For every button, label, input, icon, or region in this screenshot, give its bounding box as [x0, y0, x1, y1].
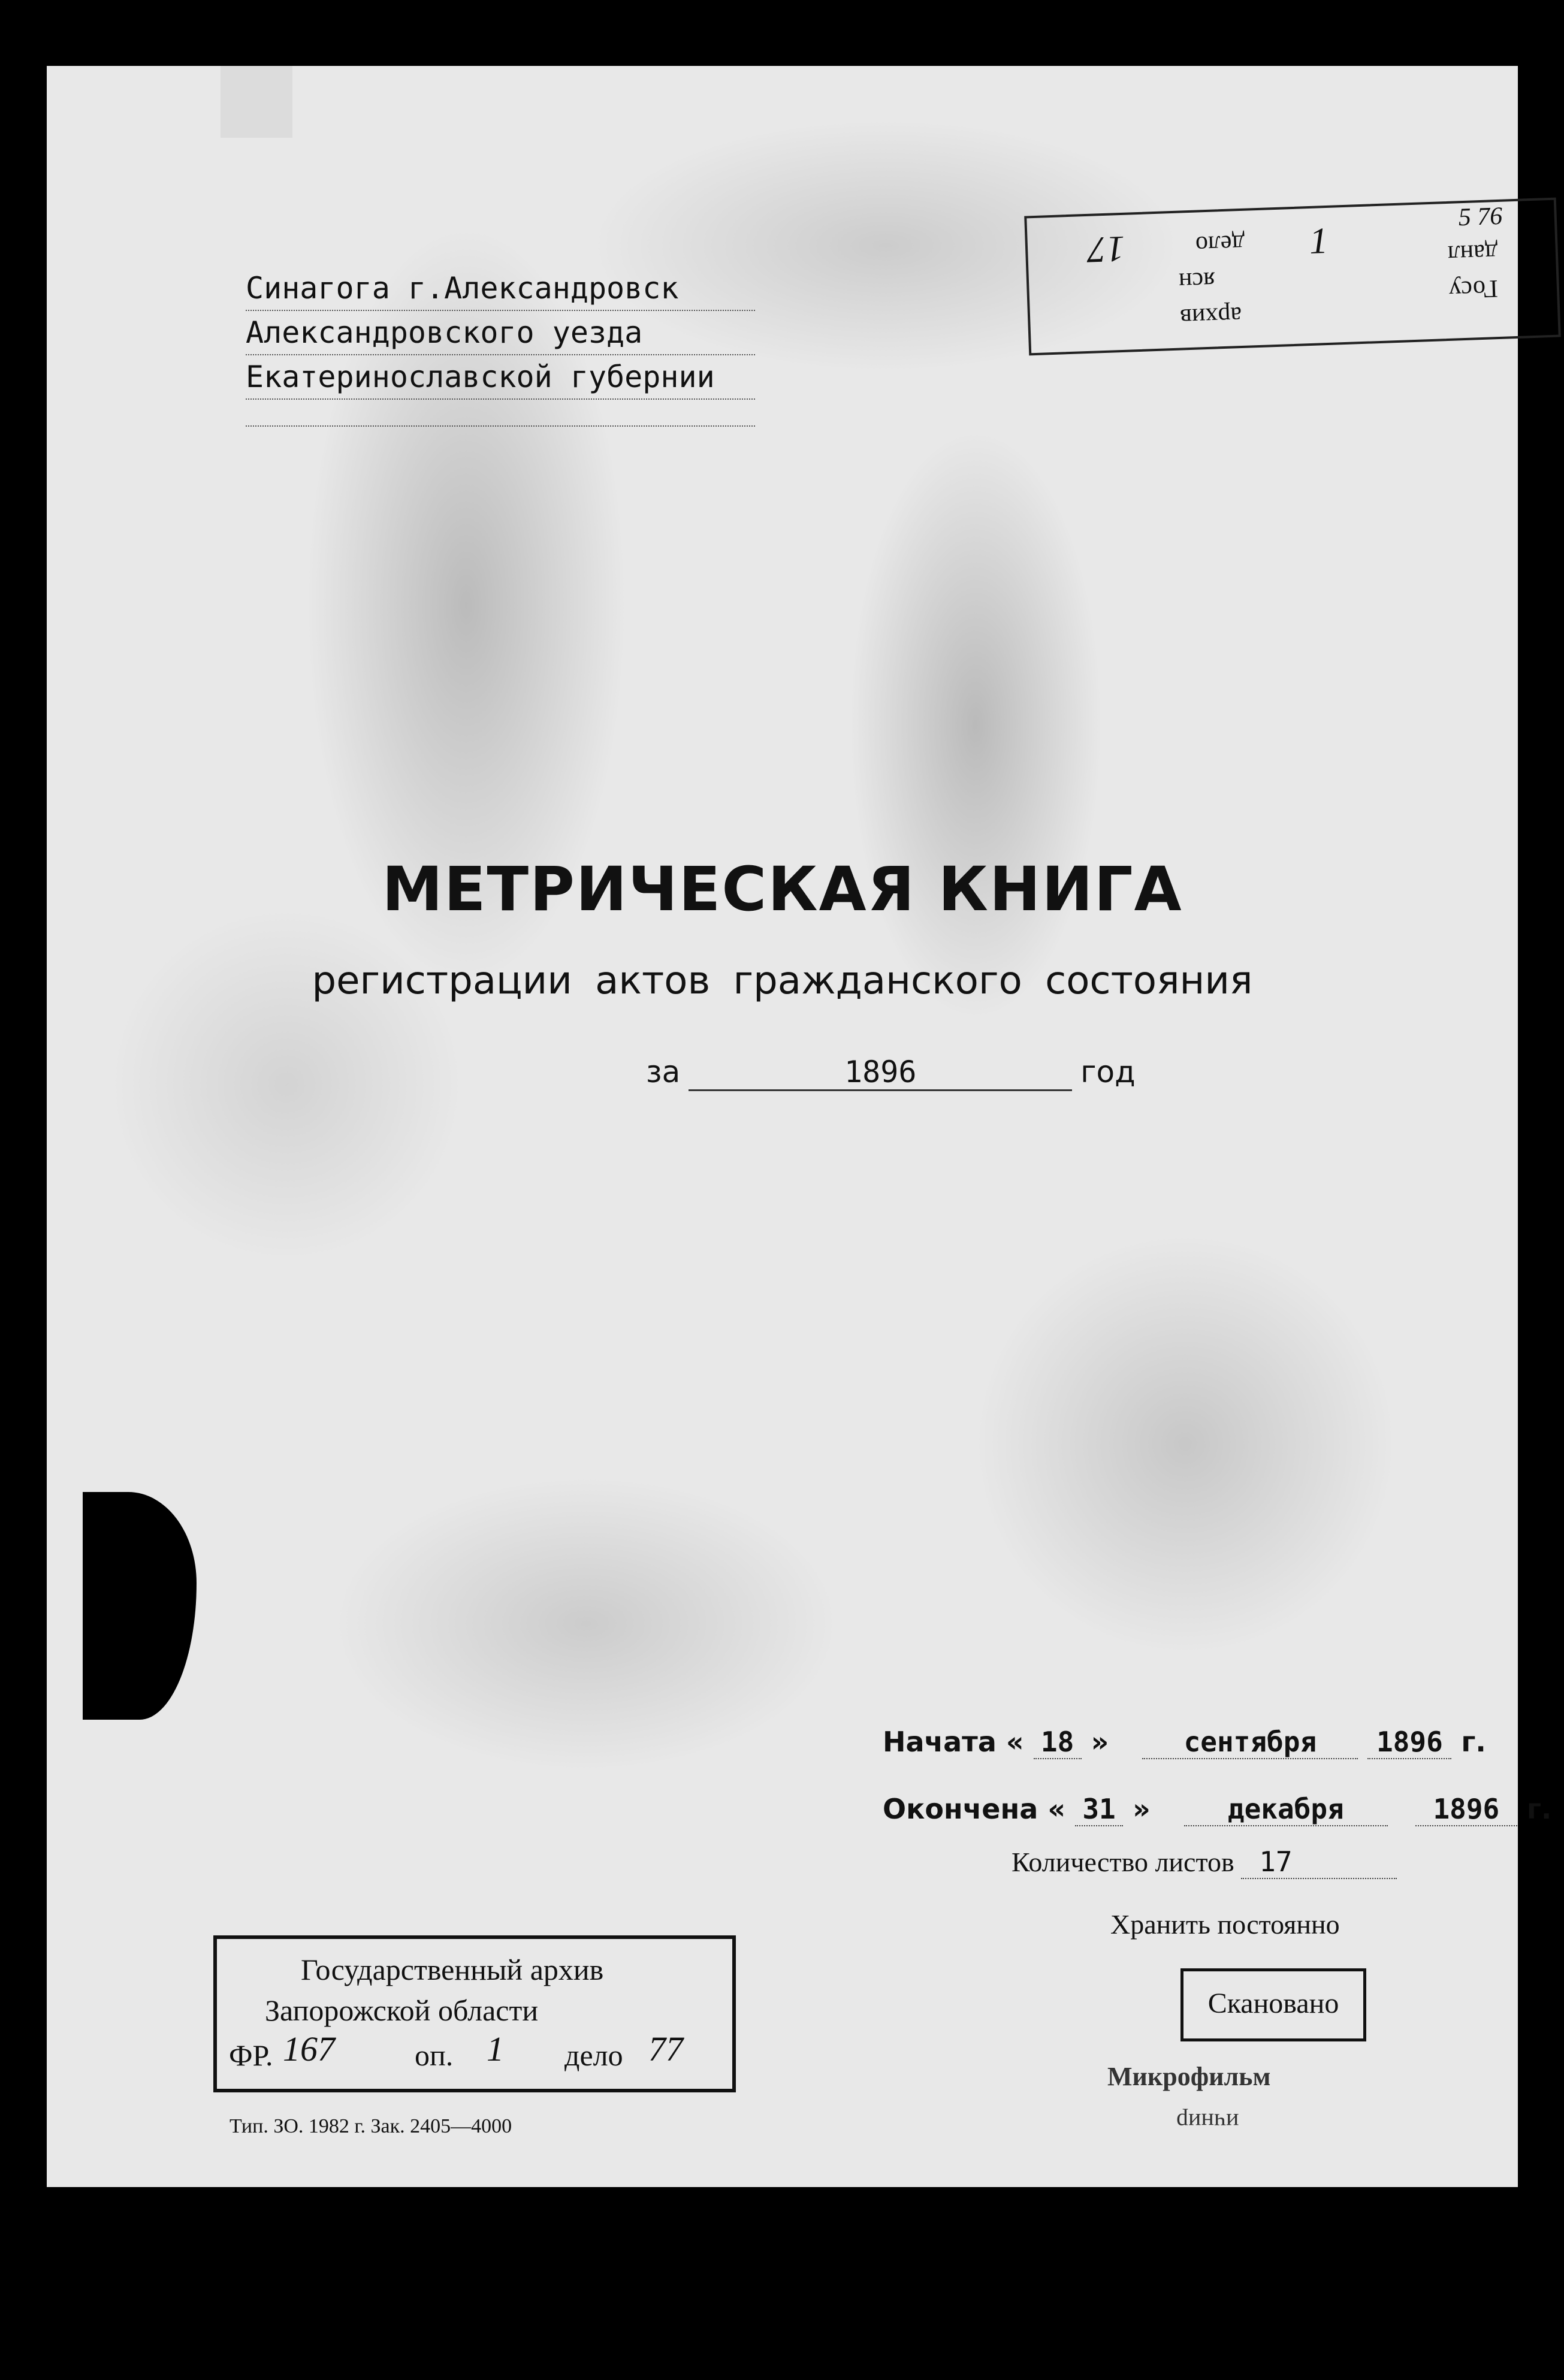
top-stamp-side3: 5 76 — [1457, 202, 1503, 232]
top-stamp-line1: архив — [1179, 301, 1242, 331]
microfilm-stamp-line2: ичнир — [1176, 2109, 1239, 2136]
start-quote-close: » — [1091, 1726, 1109, 1758]
top-stamp-sheet-mark: 1 — [1308, 220, 1329, 262]
end-label: Окончена « — [883, 1793, 1066, 1825]
header-blank-line — [246, 425, 755, 427]
corner-tab — [221, 66, 292, 138]
retention-note: Хранить постоянно — [1110, 1909, 1340, 1940]
end-year: 1896 — [1415, 1793, 1517, 1826]
header-line-1: Синагога г.Александровск — [246, 267, 755, 311]
start-label: Начата « — [883, 1726, 1024, 1758]
archive-opis-label: оп. — [415, 2038, 454, 2072]
start-date-row — [883, 1726, 1551, 1793]
top-stamp-side2: данл — [1447, 238, 1499, 268]
torn-edge — [83, 1492, 197, 1720]
sheet-count-label: Количество листов — [1012, 1847, 1234, 1877]
year-suffix: год — [1080, 1055, 1136, 1089]
institution-header — [246, 267, 755, 400]
top-stamp-side1: Госу — [1448, 274, 1499, 304]
archive-stamp-line1: Государственный архив — [301, 1953, 604, 1986]
start-month: сентября — [1142, 1726, 1358, 1759]
printer-note: Тип. ЗО. 1982 г. Зак. 2405—4000 — [230, 2115, 512, 2137]
archive-fund-value: 167 — [283, 2029, 335, 2068]
sheet-count-value: 17 — [1241, 1846, 1397, 1879]
header-line-3: Екатеринославской губернии — [246, 355, 755, 400]
start-suffix: г. — [1461, 1726, 1486, 1758]
end-day: 31 — [1075, 1793, 1123, 1826]
archive-fund-label: ФР. — [229, 2038, 273, 2072]
archive-opis-value: 1 — [487, 2029, 504, 2068]
start-year: 1896 — [1367, 1726, 1451, 1759]
end-quote-close: » — [1133, 1793, 1151, 1825]
top-archive-stamp — [1024, 198, 1561, 356]
year-value: 1896 — [689, 1055, 1072, 1091]
scanned-stamp: Сканованo — [1180, 1968, 1366, 2041]
document-subtitle: регистрации актов гражданского состояния — [312, 959, 1253, 1003]
archive-stamp-line2: Запорожской области — [265, 1994, 539, 2027]
state-archive-stamp — [213, 1935, 736, 2092]
archive-delo-label: дело — [564, 2038, 623, 2072]
end-suffix: г. — [1526, 1793, 1552, 1825]
date-block — [883, 1726, 1551, 1860]
archive-delo-value: 77 — [648, 2029, 683, 2068]
document-cover — [47, 66, 1552, 2187]
microfilm-stamp: Микрофильм — [1107, 2062, 1271, 2091]
end-month: декабря — [1184, 1793, 1388, 1826]
sheet-count — [1012, 1846, 1397, 1879]
top-stamp-line2: ясн — [1178, 266, 1216, 295]
year-line — [646, 1055, 1136, 1091]
top-stamp-case-number: 17 — [1087, 228, 1126, 270]
document-title: МЕТРИЧЕСКАЯ КНИГА — [382, 854, 1183, 925]
header-line-2: Александровского уезда — [246, 311, 755, 355]
year-prefix: за — [646, 1055, 681, 1089]
top-stamp-line3: дело — [1195, 229, 1245, 259]
start-day: 18 — [1034, 1726, 1082, 1759]
